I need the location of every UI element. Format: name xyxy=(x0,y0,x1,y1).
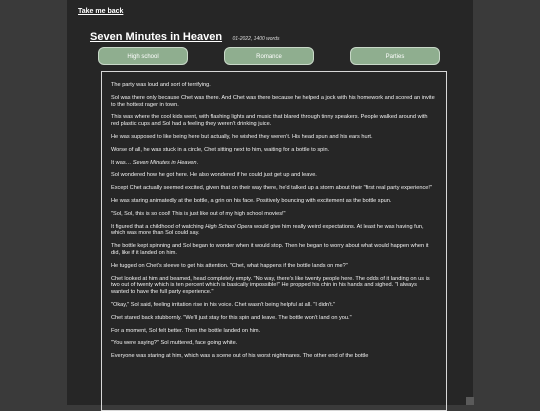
italic-title: Seven Minutes in Heaven xyxy=(132,159,197,166)
story-meta: 01-2022, 1400 words xyxy=(232,36,280,42)
story-paragraph xyxy=(111,160,436,167)
story-paragraph: "You were saying?" Sol muttered, face going white. xyxy=(111,340,238,347)
tag-romance-button[interactable]: Romance xyxy=(224,47,314,65)
story-paragraph: He was supposed to like being here but actually, he wished they weren't. His head spun and his ears hurt. xyxy=(111,133,373,140)
story-paragraph: Chet stared back stubbornly. "We'll just stay for this spin and leave. The bottle won't land on you." xyxy=(111,314,352,321)
tag-parties-button[interactable]: Parties xyxy=(350,47,440,65)
back-link[interactable]: Take me back xyxy=(78,8,124,15)
story-text-box[interactable] xyxy=(101,71,447,411)
story-paragraph: This was where the cool kids went, with flashing lights and music that blared through tinny speakers. People walked around with red plastic cups and Sol had a feeling they weren't drinking juice. xyxy=(111,114,428,128)
italic-title: High School Opera xyxy=(205,223,253,230)
story-paragraph: He was staring animatedly at the bottle, a grin on his face. Positively bouncing with excitement as the bottle spun. xyxy=(111,197,392,204)
story-title[interactable]: Seven Minutes in Heaven xyxy=(90,31,223,43)
story-paragraph: "Sol, Sol, this is so cool! This is just like out of my high school movies!" xyxy=(111,210,286,217)
tag-high-school-button[interactable]: High school xyxy=(98,47,188,65)
page-panel xyxy=(67,0,473,405)
title-row xyxy=(90,27,279,45)
paragraph-text: It figured that a childhood of watching xyxy=(111,223,206,230)
story-paragraph: Sol wondered how he got here. He also wondered if he could just get up and leave. xyxy=(111,172,317,179)
tag-list xyxy=(98,47,440,65)
scrollbar-corner[interactable] xyxy=(466,397,474,405)
paragraph-text: would give him really weird expectations. At least he was having fun, which was more than Sol could say. xyxy=(111,223,424,237)
story-paragraph: He tugged on Chet's sleeve to get his attention. "Chet, what happens if the bottle lands on me?" xyxy=(111,262,348,269)
story-paragraph xyxy=(111,224,436,238)
story-paragraph: Sol was there only because Chet was there. And Chet was there because he helped a jock with his homework and scored an invite to the hottest rager in town. xyxy=(111,94,435,108)
story-paragraph: "Okay," Sol said, feeling irritation rise in his voice. Chet wasn't being helpful at all. "I didn't." xyxy=(111,301,336,308)
story-paragraph: Everyone was staring at him, which was a scene out of his worst nightmares. The other end of the bottle xyxy=(111,353,369,360)
story-paragraph: The party was loud and sort of terrifying. xyxy=(111,82,211,88)
paragraph-text: . xyxy=(196,159,199,166)
story-paragraph: For a moment, Sol felt better. Then the bottle landed on him. xyxy=(111,327,261,334)
story-paragraph: The bottle kept spinning and Sol began to wonder when it would stop. Then he began to worry about what would happen when it did, like if it landed on him. xyxy=(111,243,429,256)
story-paragraph: Chet looked at him and beamed, head completely empty. "No way, there's like twenty people here. The odds of it landing on us is two out of twenty which is ten percent which is basically impossible!" He propped his chin in his hands and sighed. "I always wanted to have the full party experience." xyxy=(111,275,430,296)
story-paragraph: Except Chet actually seemed excited, given that on their way there, he'd talked up a storm about their "first real party experience!" xyxy=(111,185,432,192)
story-paragraph: Worse of all, he was stuck in a circle, Chet sitting next to him, waiting for a bottle to spin. xyxy=(111,146,330,153)
paragraph-text: It was… xyxy=(111,159,133,166)
